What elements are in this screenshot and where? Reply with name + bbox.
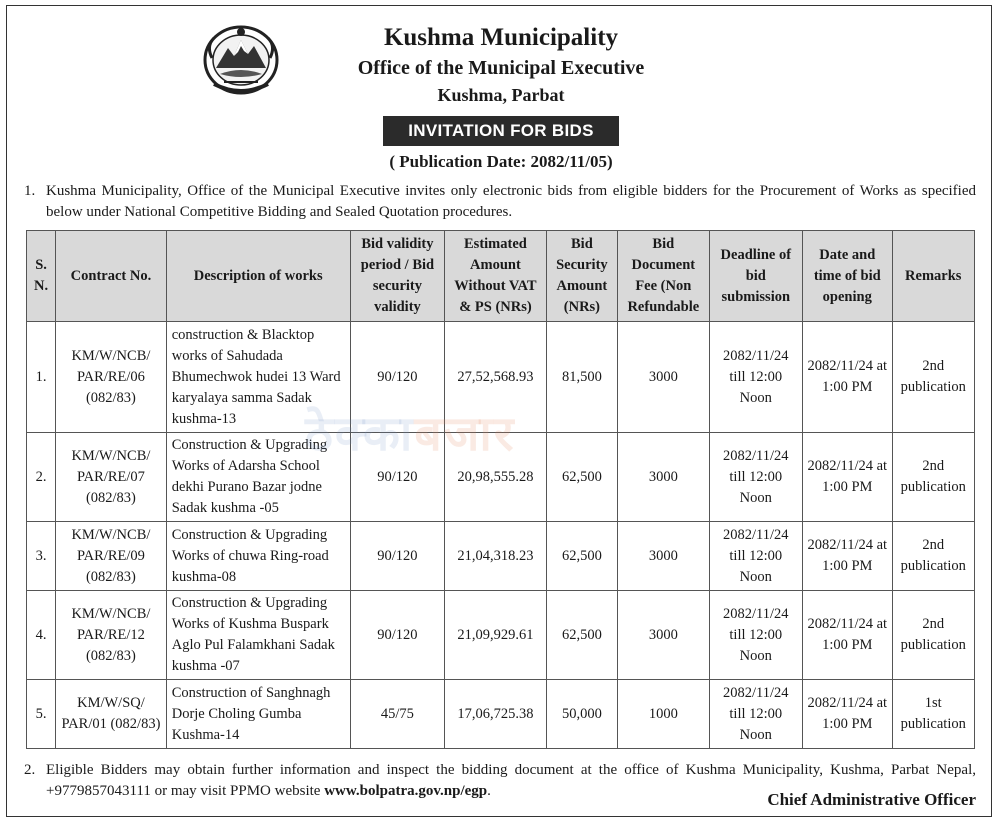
cell-validity: 90/120 — [350, 522, 444, 591]
table-row — [27, 591, 975, 680]
cell-sn: 2. — [27, 433, 56, 522]
header-deadline: Deadline of bid submission — [709, 231, 802, 322]
header-contract-no: Contract No. — [56, 231, 167, 322]
header-bid-validity: Bid validity period / Bid security validity — [350, 231, 444, 322]
cell-validity: 90/120 — [350, 591, 444, 680]
cell-description: Construction & Upgrading Works of chuwa Ring-road kushma-08 — [166, 522, 350, 591]
cell-remarks: 2nd publication — [892, 322, 975, 433]
office-subtitle: Office of the Municipal Executive — [357, 57, 645, 79]
cell-sn: 1. — [27, 322, 56, 433]
cell-sn: 4. — [27, 591, 56, 680]
cell-estimate: 21,04,318.23 — [445, 522, 547, 591]
notice-header — [0, 22, 1002, 108]
cell-opening: 2082/11/24 at 1:00 PM — [803, 322, 892, 433]
table-row — [27, 680, 975, 749]
cell-deadline: 2082/11/24 till 12:00 Noon — [709, 433, 802, 522]
cell-remarks: 2nd publication — [892, 591, 975, 680]
cell-remarks: 2nd publication — [892, 433, 975, 522]
paragraph-2-end: . — [487, 783, 491, 799]
paragraph-2-text: Eligible Bidders may obtain further information and inspect the bidding document at the office of Kushma Municipality, Kushma, Parbat Nepal, +9779857043111 or may visit PPMO website — [46, 762, 976, 799]
cell-contract: KM/W/NCB/ PAR/RE/07 (082/83) — [56, 433, 167, 522]
cell-contract: KM/W/NCB/ PAR/RE/09 (082/83) — [56, 522, 167, 591]
paragraph-1-number: 1. — [24, 183, 36, 199]
cell-fee: 3000 — [618, 522, 709, 591]
signature-title: Chief Administrative Officer — [767, 790, 976, 809]
cell-estimate: 20,98,555.28 — [445, 433, 547, 522]
header-remarks: Remarks — [892, 231, 975, 322]
cell-remarks: 2nd publication — [892, 522, 975, 591]
header-sn: S. N. — [27, 231, 56, 322]
cell-fee: 1000 — [618, 680, 709, 749]
table-row — [27, 522, 975, 591]
cell-fee: 3000 — [618, 433, 709, 522]
paragraph-2-number: 2. — [24, 762, 36, 778]
cell-validity: 45/75 — [350, 680, 444, 749]
header-estimated-amount: Estimated Amount Without VAT & PS (NRs) — [445, 231, 547, 322]
paragraph-1 — [24, 181, 976, 223]
cell-description: Construction & Upgrading Works of Adarsha School dekhi Purano Bazar jodne Sadak kushma -05 — [166, 433, 350, 522]
header-bid-security: Bid Security Amount (NRs) — [546, 231, 617, 322]
office-location: Kushma, Parbat — [437, 85, 565, 105]
paragraph-1-text: Kushma Municipality, Office of the Municipal Executive invites only electronic bids from eligible bidders for the Procurement of Works as specified below under National Competitive Bidding and Sealed Quotation procedures. — [46, 183, 976, 220]
cell-estimate: 17,06,725.38 — [445, 680, 547, 749]
cell-fee: 3000 — [618, 322, 709, 433]
bids-table — [26, 230, 975, 749]
cell-deadline: 2082/11/24 till 12:00 Noon — [709, 522, 802, 591]
cell-opening: 2082/11/24 at 1:00 PM — [803, 680, 892, 749]
watermark-part-2: बजार — [414, 406, 516, 462]
cell-description: Construction of Sanghnagh Dorje Choling Gumba Kushma-14 — [166, 680, 350, 749]
header-description: Description of works — [166, 231, 350, 322]
cell-deadline: 2082/11/24 till 12:00 Noon — [709, 680, 802, 749]
cell-contract: KM/W/NCB/ PAR/RE/06 (082/83) — [56, 322, 167, 433]
cell-contract: KM/W/SQ/ PAR/01 (082/83) — [56, 680, 167, 749]
cell-opening: 2082/11/24 at 1:00 PM — [803, 591, 892, 680]
cell-opening: 2082/11/24 at 1:00 PM — [803, 433, 892, 522]
cell-deadline: 2082/11/24 till 12:00 Noon — [709, 591, 802, 680]
invitation-banner: INVITATION FOR BIDS — [383, 116, 619, 146]
cell-security: 81,500 — [546, 322, 617, 433]
cell-validity: 90/120 — [350, 322, 444, 433]
cell-remarks: 1st publication — [892, 680, 975, 749]
cell-opening: 2082/11/24 at 1:00 PM — [803, 522, 892, 591]
cell-security: 62,500 — [546, 433, 617, 522]
cell-security: 50,000 — [546, 680, 617, 749]
cell-estimate: 27,52,568.93 — [445, 322, 547, 433]
cell-fee: 3000 — [618, 591, 709, 680]
watermark-part-1: ठेक्का — [305, 406, 415, 462]
cell-description: Construction & Upgrading Works of Kushma Buspark Aglo Pul Falamkhani Sadak kushma -07 — [166, 591, 350, 680]
cell-validity: 90/120 — [350, 433, 444, 522]
cell-security: 62,500 — [546, 591, 617, 680]
cell-security: 62,500 — [546, 522, 617, 591]
publication-date: ( Publication Date: 2082/11/05) — [389, 152, 613, 171]
table-row — [27, 322, 975, 433]
municipality-title: Kushma Municipality — [383, 24, 619, 51]
cell-contract: KM/W/NCB/ PAR/RE/12 (082/83) — [56, 591, 167, 680]
header-document-fee: Bid Document Fee (Non Refundable — [618, 231, 709, 322]
cell-sn: 5. — [27, 680, 56, 749]
ppmo-website-link[interactable]: www.bolpatra.gov.np/egp — [324, 783, 488, 799]
cell-description: construction & Blacktop works of Sahudada Bhumechwok hudei 13 Ward karyalaya samma Sadak kushma-13 — [166, 322, 350, 433]
header-opening: Date and time of bid opening — [803, 231, 892, 322]
cell-sn: 3. — [27, 522, 56, 591]
table-row — [27, 433, 975, 522]
cell-estimate: 21,09,929.61 — [445, 591, 547, 680]
table-header-row — [27, 231, 975, 322]
cell-deadline: 2082/11/24 till 12:00 Noon — [709, 322, 802, 433]
